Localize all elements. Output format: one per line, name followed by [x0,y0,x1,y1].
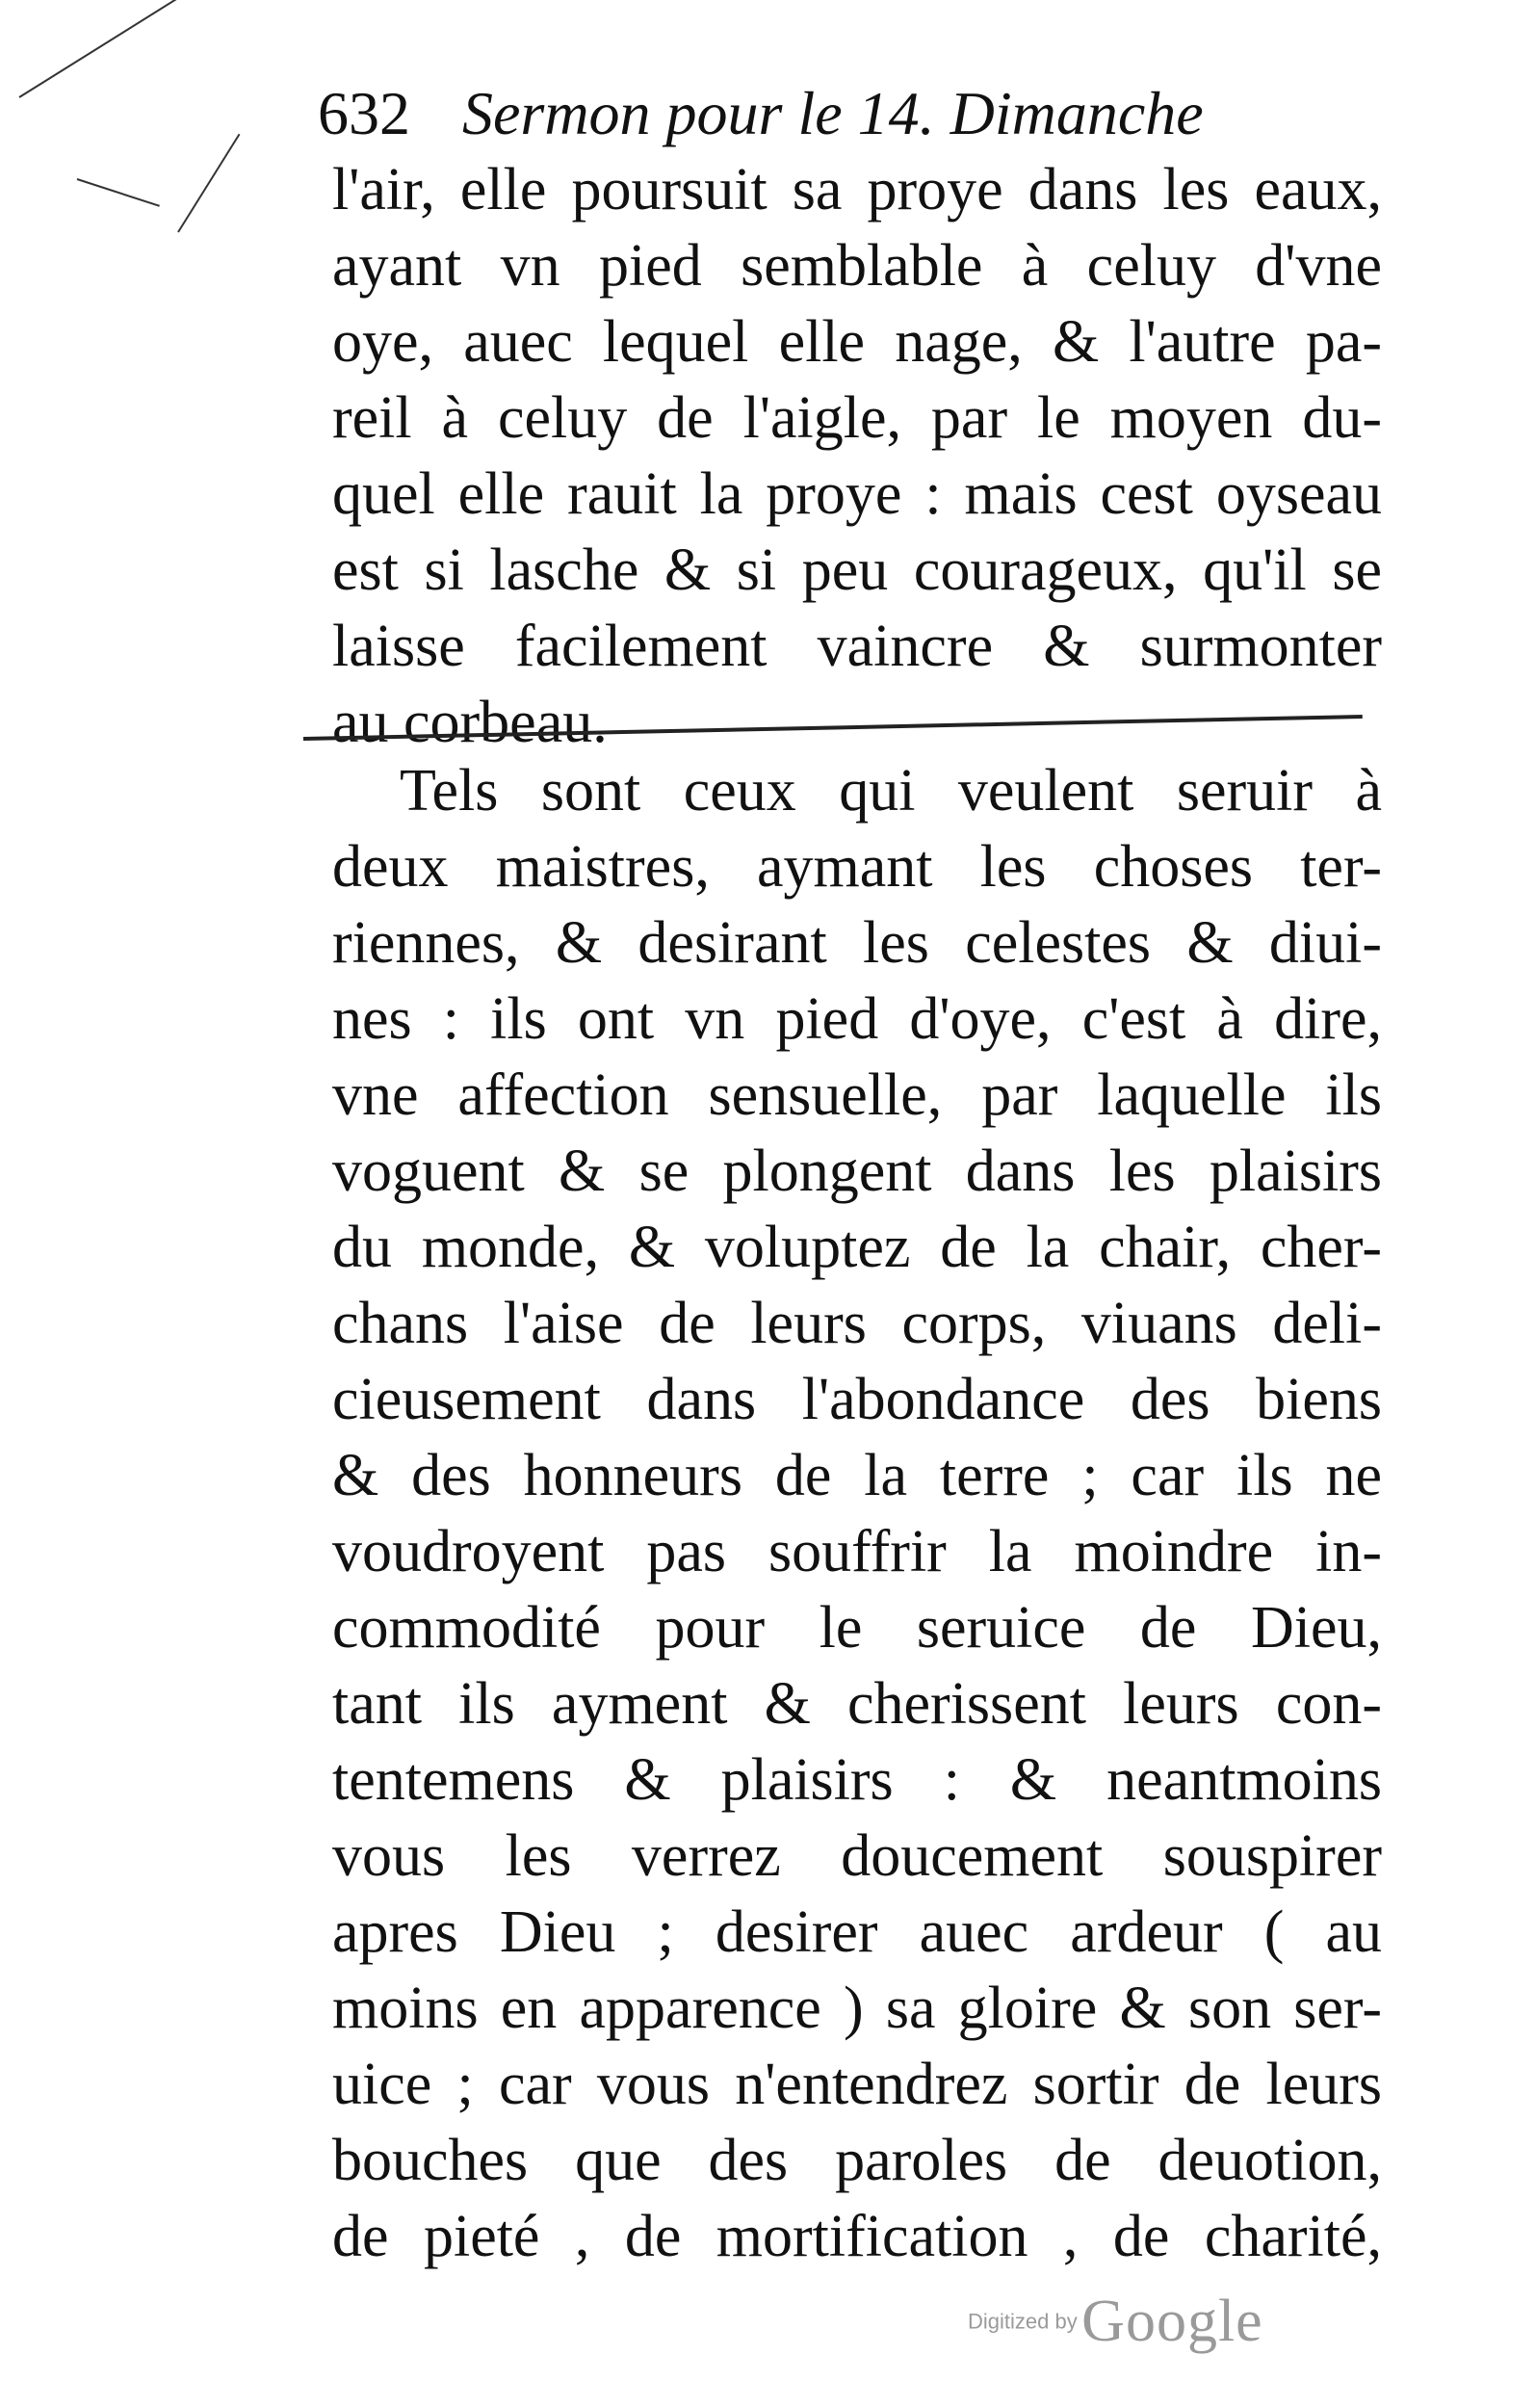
digitization-watermark [968,2288,1263,2356]
text-line: oye, auec lequel elle nage, & l'autre pa- [332,309,1382,375]
text-line: ayant vn pied semblable à celuy d'vne [332,233,1382,299]
watermark-brand: Google [1081,2289,1263,2354]
margin-scratch-mark [177,134,240,233]
text-line: l'air, elle poursuit sa proye dans les eaux, [332,157,1382,222]
text-line: au corbeau. [332,690,608,755]
text-line: laisse facilement vaincre & surmonter [332,614,1382,679]
paragraph-two-masters [332,753,1382,2275]
text-line: riennes, & desirant les celestes & diui- [332,910,1382,976]
margin-scratch-mark [18,0,248,98]
text-line: voudroyent pas souffrir la moindre in- [332,1519,1382,1584]
text-line: cieusement dans l'abondance des biens [332,1367,1382,1432]
text-line: deux maistres, aymant les choses ter- [332,834,1382,900]
text-line: est si lasche & si peu courageux, qu'il se [332,537,1382,603]
text-line: vne affection sensuelle, par laquelle ils [332,1062,1382,1128]
text-line: uice ; car vous n'entendrez sortir de leurs [332,2052,1382,2117]
text-line: chans l'aise de leurs corps, viuans deli- [332,1291,1382,1356]
text-line: nes : ils ont vn pied d'oye, c'est à dire, [332,986,1382,1052]
text-line: & des honneurs de la terre ; car ils ne [332,1443,1382,1508]
text-line: tant ils ayment & cherissent leurs con- [332,1671,1382,1737]
text-line: apres Dieu ; desirer auec ardeur ( au [332,1899,1382,1965]
margin-scratch-mark [77,178,160,207]
text-line: voguent & se plongent dans les plaisirs [332,1139,1382,1204]
text-line: Tels sont ceux qui veulent seruir à [400,758,1382,824]
text-line: moins en apparence ) sa gloire & son ser- [332,1976,1382,2041]
text-line: quel elle rauit la proye : mais cest oyseau [332,461,1382,527]
text-line: tentemens & plaisirs : & neantmoins [332,1747,1382,1813]
paragraph-bird-description [332,152,1382,761]
text-line: reil à celuy de l'aigle, par le moyen du- [332,385,1382,451]
text-line: vous les verrez doucement souspirer [332,1823,1382,1889]
running-title: Sermon pour le 14. Dimanche [462,79,1204,147]
text-line: commodité pour le seruice de Dieu, [332,1595,1382,1661]
text-line: de pieté , de mortification , de charité, [332,2204,1382,2269]
text-line: bouches que des paroles de deuotion, [332,2128,1382,2193]
watermark-prefix: Digitized by [968,2309,1078,2334]
running-header [318,75,1310,152]
page-number: 632 [318,79,410,147]
text-line: du monde, & voluptez de la chair, cher- [332,1215,1382,1280]
